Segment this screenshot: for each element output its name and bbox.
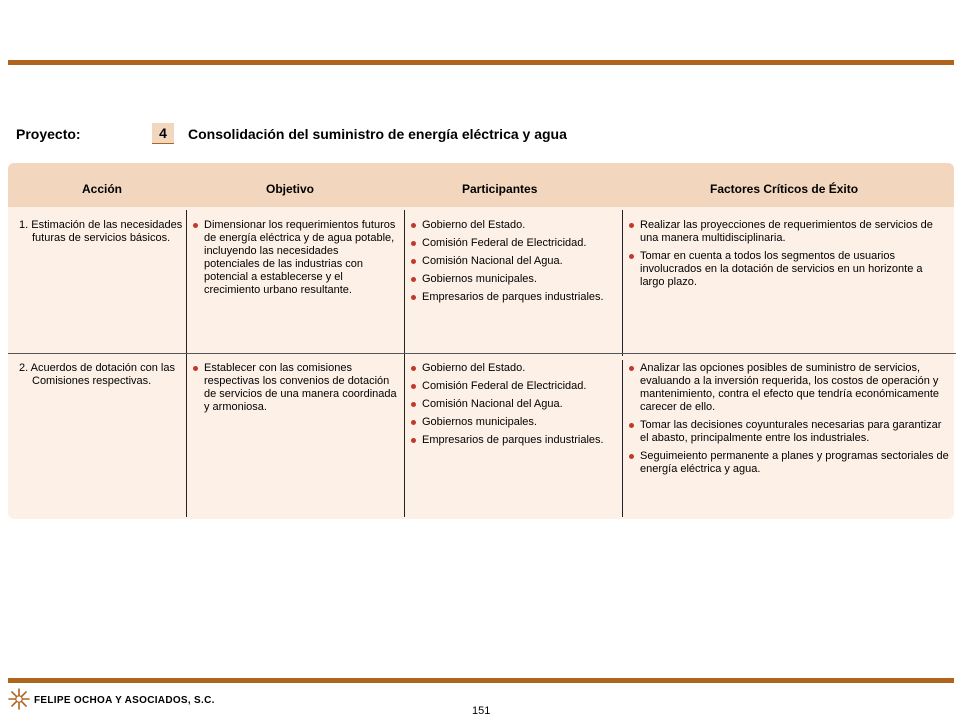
row2-factores-list [628,362,950,481]
column-header-factores: Factores Críticos de Éxito [710,182,859,196]
list-item: Comisión Federal de Electricidad. [410,237,615,250]
row1-participantes-list [410,219,615,309]
list-item: Dimensionar los requerimientos futuros de energía eléctrica y de agua potable, incluyendo las necesidades potenciales de las industrias con potencial a establecerse y el crecimiento urbano resultante. [192,219,397,297]
row1-objetivo-list [192,219,397,302]
row2-participantes-list [410,362,615,452]
project-title: Consolidación del suministro de energía eléctrica y agua [188,126,567,142]
column-header-accion: Acción [82,182,123,196]
list-item: Tomar en cuenta a todos los segmentos de usuarios involucrados en la dotación de servicios en un horizonte a largo plazo. [628,250,950,289]
row2-objetivo-list [192,362,400,419]
project-number-badge: 4 [152,123,174,144]
column-header-objetivo: Objetivo [266,182,315,196]
company-logo-icon [8,688,30,710]
list-item: Gobiernos municipales. [410,273,615,286]
list-item: Seguimeiento permanente a planes y programas sectoriales de energía eléctrica y agua. [628,450,950,476]
page-number: 151 [472,705,491,717]
column-header-participantes: Participantes [462,182,538,196]
list-item: Comisión Nacional del Agua. [410,255,615,268]
list-item: Analizar las opciones posibles de suministro de servicios, evaluando a la inversión requerida, los costos de operación y mantenimiento, contra el efecto que tendría económicamente carecer de ello. [628,362,950,414]
bottom-rule [8,678,954,683]
top-rule [8,60,954,65]
list-item: Comisión Federal de Electricidad. [410,380,615,393]
list-item: Tomar las decisiones coyunturales necesarias para garantizar el abasto, principalmente entre los industriales. [628,419,950,445]
column-divider [622,210,623,356]
column-divider [622,360,623,517]
list-item: Gobierno del Estado. [410,219,615,232]
list-item: Realizar las proyecciones de requerimientos de servicios de una manera multidisciplinaria. [628,219,950,245]
row1-factores-list [628,219,950,294]
column-divider [404,210,405,517]
row1-accion: 1. Estimación de las necesidades futuras de servicios básicos. [19,219,183,244]
row-divider [8,353,956,354]
list-item: Establecer con las comisiones respectivas los convenios de dotación de servicios de una manera coordinada y armoniosa. [192,362,400,414]
list-item: Empresarios de parques industriales. [410,434,615,447]
list-item: Gobiernos municipales. [410,416,615,429]
firm-name: FELIPE OCHOA Y ASOCIADOS, S.C. [34,695,215,706]
row2-accion: 2. Acuerdos de dotación con las Comisiones respectivas. [19,362,175,387]
list-item: Comisión Nacional del Agua. [410,398,615,411]
list-item: Empresarios de parques industriales. [410,291,615,304]
project-label: Proyecto: [16,126,81,142]
list-item: Gobierno del Estado. [410,362,615,375]
